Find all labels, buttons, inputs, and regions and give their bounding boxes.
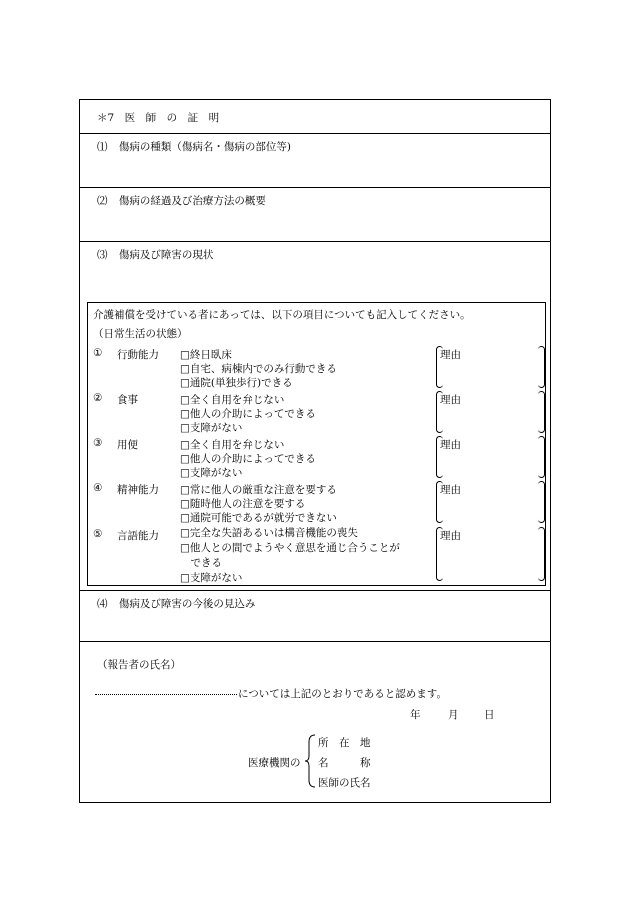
checkbox-option[interactable]: □自宅、病棟内でのみ行動できる <box>180 363 337 375</box>
date-year: 年 <box>410 709 421 721</box>
date-day: 日 <box>484 709 495 721</box>
checkbox-option[interactable]: □通院可能であるが就労できない <box>180 512 337 524</box>
care-intro: 介護補償を受けている者にあっては、以下の項目についても記入してください。 <box>93 309 471 321</box>
section-label: 傷病及び障害の現状 <box>118 249 214 261</box>
checkbox-option[interactable]: □終日臥床 <box>180 349 232 361</box>
page-title: ＊7 医 師 の 証 明 <box>97 112 220 124</box>
section-number: ⑷ <box>97 598 108 610</box>
section-label: 傷病及び障害の今後の見込み <box>118 598 256 610</box>
reason-label: 理由 <box>440 530 461 542</box>
item-label: 行動能力 <box>117 349 159 361</box>
doctor-name-label: 医師の氏名 <box>318 777 371 789</box>
reason-label: 理由 <box>440 394 461 406</box>
item-number: ② <box>93 392 103 404</box>
checkbox-option-continued: できる <box>180 557 222 569</box>
section-3[interactable] <box>97 247 213 262</box>
item-number: ③ <box>93 437 103 449</box>
section-4[interactable] <box>97 596 255 611</box>
section-number: ⑴ <box>97 141 108 153</box>
checkbox-option[interactable]: □支障がない <box>180 572 243 584</box>
institution-name-label: 名 称 <box>318 757 371 769</box>
institution-label: 医療機関の <box>248 757 301 769</box>
divider <box>79 133 551 134</box>
checkbox-option[interactable]: □支障がない <box>180 422 243 434</box>
section-number: ⑵ <box>97 195 108 207</box>
date-month: 月 <box>448 709 459 721</box>
checkbox-option[interactable]: □他人の介助によってできる <box>180 408 316 420</box>
section-label: 傷病の経過及び治療方法の概要 <box>118 195 266 207</box>
institution-address-label: 所 在 地 <box>318 737 371 749</box>
item-number: ④ <box>93 482 103 494</box>
divider <box>79 241 551 242</box>
section-1[interactable] <box>97 139 291 154</box>
care-heading: （日常生活の状態） <box>93 328 188 340</box>
reason-label: 理由 <box>440 349 461 361</box>
checkbox-option[interactable]: □支障がない <box>180 467 243 479</box>
name-dotted-line[interactable] <box>95 694 237 695</box>
checkbox-option[interactable]: □常に他人の厳重な注意を要する <box>180 484 337 496</box>
reason-bracket-right <box>538 391 545 433</box>
reason-bracket-right <box>538 346 545 388</box>
checkbox-option[interactable]: □全く自用を弁じない <box>180 394 285 406</box>
checkbox-option[interactable]: □完全な失語あるいは構音機能の喪失 <box>180 527 358 539</box>
reporter-label: （報告者の氏名） <box>97 659 181 671</box>
divider <box>79 187 551 188</box>
certification-statement: については上記のとおりであると認めます。 <box>238 688 447 700</box>
section-number: ⑶ <box>97 249 108 261</box>
checkbox-option[interactable]: □通院(単独歩行)できる <box>180 377 293 389</box>
divider <box>79 641 551 642</box>
item-number: ⑤ <box>93 528 103 540</box>
item-label: 用便 <box>117 439 138 451</box>
item-label: 食事 <box>117 394 138 406</box>
item-label: 精神能力 <box>117 484 159 496</box>
item-label: 言語能力 <box>117 530 159 542</box>
checkbox-option[interactable]: □他人との間でようやく意思を通じ合うことが <box>180 542 400 554</box>
checkbox-option[interactable]: □他人の介助によってできる <box>180 453 316 465</box>
item-number: ① <box>93 347 103 359</box>
section-label: 傷病の種類（傷病名・傷病の部位等) <box>118 141 291 153</box>
curly-brace-icon <box>304 734 316 788</box>
reason-bracket-right <box>538 481 545 523</box>
reason-label: 理由 <box>440 439 461 451</box>
reason-bracket-right <box>538 436 545 478</box>
section-2[interactable] <box>97 193 266 208</box>
reason-bracket-right <box>538 527 545 581</box>
divider <box>79 590 551 591</box>
checkbox-option[interactable]: □全く自用を弁じない <box>180 439 285 451</box>
checkbox-option[interactable]: □随時他人の注意を要する <box>180 498 306 510</box>
reason-label: 理由 <box>440 484 461 496</box>
